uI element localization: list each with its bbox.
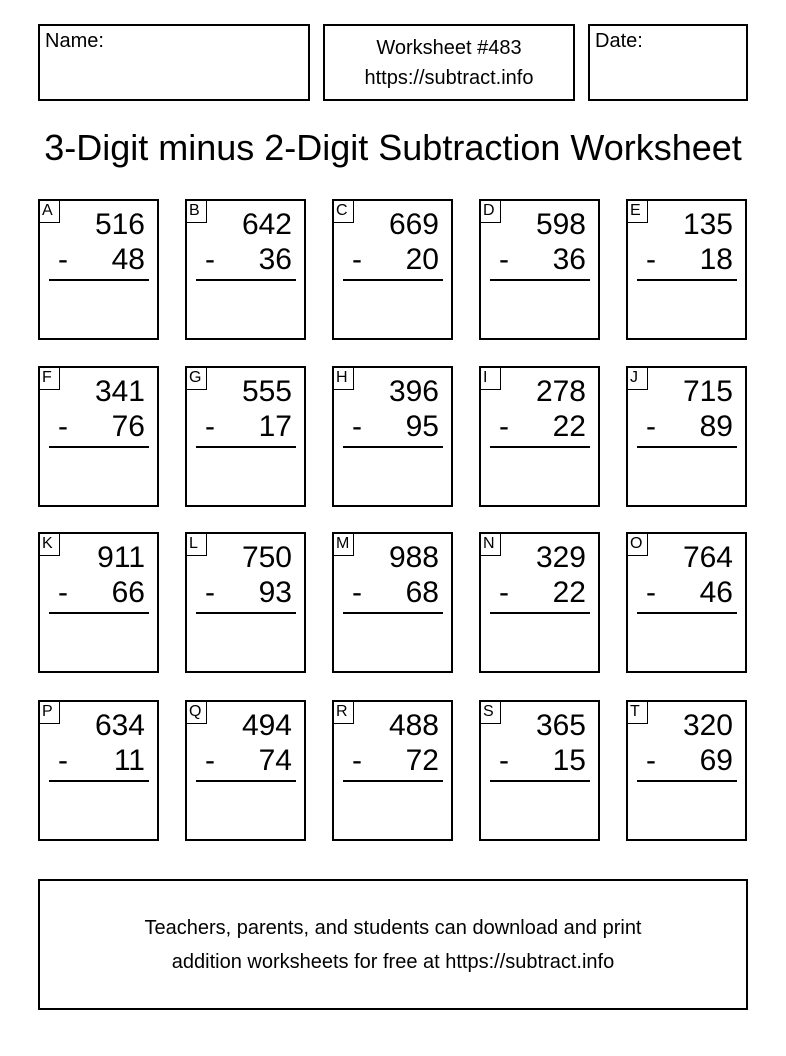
problem-letter: H [332,366,354,390]
subtrahend: 68 [405,576,439,609]
subtrahend: 76 [111,410,145,443]
problem-letter: M [332,532,354,556]
minuend: 341 [94,375,145,408]
name-label: Name: [45,30,104,52]
minus-sign: - [58,410,68,443]
subtrahend: 69 [699,744,733,777]
answer-line [196,446,296,448]
minus-sign: - [58,243,68,276]
problem-letter: J [626,366,648,390]
footer-text-line-1: Teachers, parents, and students can download and print [144,917,642,939]
problem-card-r[interactable] [332,700,453,841]
subtrahend: 36 [258,243,292,276]
problem-card-j[interactable] [626,366,747,507]
minus-sign: - [205,744,215,777]
problem-card-q[interactable] [185,700,306,841]
answer-line [343,780,443,782]
subtrahend: 95 [405,410,439,443]
worksheet-info-box [323,24,575,101]
problem-card-i[interactable] [479,366,600,507]
minus-sign: - [646,576,656,609]
problem-card-o[interactable] [626,532,747,673]
minus-sign: - [352,576,362,609]
subtrahend: 48 [111,243,145,276]
minuend: 278 [535,375,586,408]
subtrahend: 74 [258,744,292,777]
page-title: 3-Digit minus 2-Digit Subtraction Worksheet [44,127,742,168]
answer-line [196,612,296,614]
subtrahend: 46 [699,576,733,609]
subtrahend: 22 [552,410,586,443]
subtrahend: 93 [258,576,292,609]
answer-line [490,612,590,614]
minus-sign: - [352,744,362,777]
minuend: 598 [535,208,586,241]
problem-card-f[interactable] [38,366,159,507]
problem-card-g[interactable] [185,366,306,507]
date-label: Date: [595,30,643,52]
minus-sign: - [499,576,509,609]
problem-card-h[interactable] [332,366,453,507]
minuend: 320 [682,709,733,742]
subtrahend: 36 [552,243,586,276]
answer-line [49,279,149,281]
minus-sign: - [499,243,509,276]
minuend: 494 [241,709,292,742]
minus-sign: - [352,410,362,443]
problem-letter: E [626,199,648,223]
problem-card-c[interactable] [332,199,453,340]
answer-line [637,279,737,281]
problem-letter: F [38,366,60,390]
problem-letter: P [38,700,60,724]
subtrahend: 15 [552,744,586,777]
subtrahend: 18 [699,243,733,276]
problem-letter: B [185,199,207,223]
minus-sign: - [205,576,215,609]
problem-letter: K [38,532,60,556]
answer-line [343,446,443,448]
problem-card-b[interactable] [185,199,306,340]
problem-letter: N [479,532,501,556]
problem-letter: G [185,366,207,390]
answer-line [343,612,443,614]
worksheet-number: Worksheet #483 [376,37,522,59]
minuend: 516 [94,208,145,241]
problem-letter: D [479,199,501,223]
minus-sign: - [205,243,215,276]
subtrahend: 11 [113,744,145,777]
minuend: 555 [241,375,292,408]
problem-card-l[interactable] [185,532,306,673]
subtrahend: 89 [699,410,733,443]
date-field[interactable] [588,24,748,101]
problem-letter: S [479,700,501,724]
minus-sign: - [646,744,656,777]
minus-sign: - [58,576,68,609]
answer-line [637,780,737,782]
minuend: 642 [241,208,292,241]
minuend: 488 [388,709,439,742]
minuend: 396 [388,375,439,408]
minus-sign: - [58,744,68,777]
minuend: 329 [535,541,586,574]
problem-card-d[interactable] [479,199,600,340]
problem-letter: I [479,366,501,390]
minuend: 988 [388,541,439,574]
problem-letter: Q [185,700,207,724]
answer-line [490,780,590,782]
name-field[interactable] [38,24,310,101]
subtrahend: 72 [405,744,439,777]
problem-card-e[interactable] [626,199,747,340]
problem-card-a[interactable] [38,199,159,340]
minus-sign: - [646,410,656,443]
problem-letter: O [626,532,648,556]
problem-letter: L [185,532,207,556]
problem-card-p[interactable] [38,700,159,841]
minus-sign: - [499,410,509,443]
problem-card-s[interactable] [479,700,600,841]
problem-card-m[interactable] [332,532,453,673]
answer-line [49,612,149,614]
answer-line [637,612,737,614]
subtrahend: 20 [405,243,439,276]
answer-line [196,279,296,281]
subtrahend: 22 [552,576,586,609]
answer-line [490,446,590,448]
answer-line [343,279,443,281]
problem-letter: A [38,199,60,223]
minus-sign: - [352,243,362,276]
minuend: 365 [535,709,586,742]
problem-letter: T [626,700,648,724]
minus-sign: - [646,243,656,276]
problem-card-t[interactable] [626,700,747,841]
minuend: 750 [241,541,292,574]
answer-line [196,780,296,782]
subtrahend: 66 [111,576,145,609]
minus-sign: - [205,410,215,443]
minus-sign: - [499,744,509,777]
minuend: 715 [682,375,733,408]
minuend: 764 [682,541,733,574]
answer-line [49,780,149,782]
problem-letter: C [332,199,354,223]
answer-line [49,446,149,448]
footer-box [38,879,748,1010]
minuend: 911 [97,541,145,574]
problem-letter: R [332,700,354,724]
worksheet-url: https://subtract.info [364,67,534,89]
footer-text-line-2: addition worksheets for free at https://subtract.info [171,951,615,973]
answer-line [637,446,737,448]
minuend: 135 [682,208,733,241]
problem-card-n[interactable] [479,532,600,673]
answer-line [490,279,590,281]
problem-card-k[interactable] [38,532,159,673]
minuend: 634 [94,709,145,742]
subtrahend: 17 [258,410,292,443]
minuend: 669 [388,208,439,241]
